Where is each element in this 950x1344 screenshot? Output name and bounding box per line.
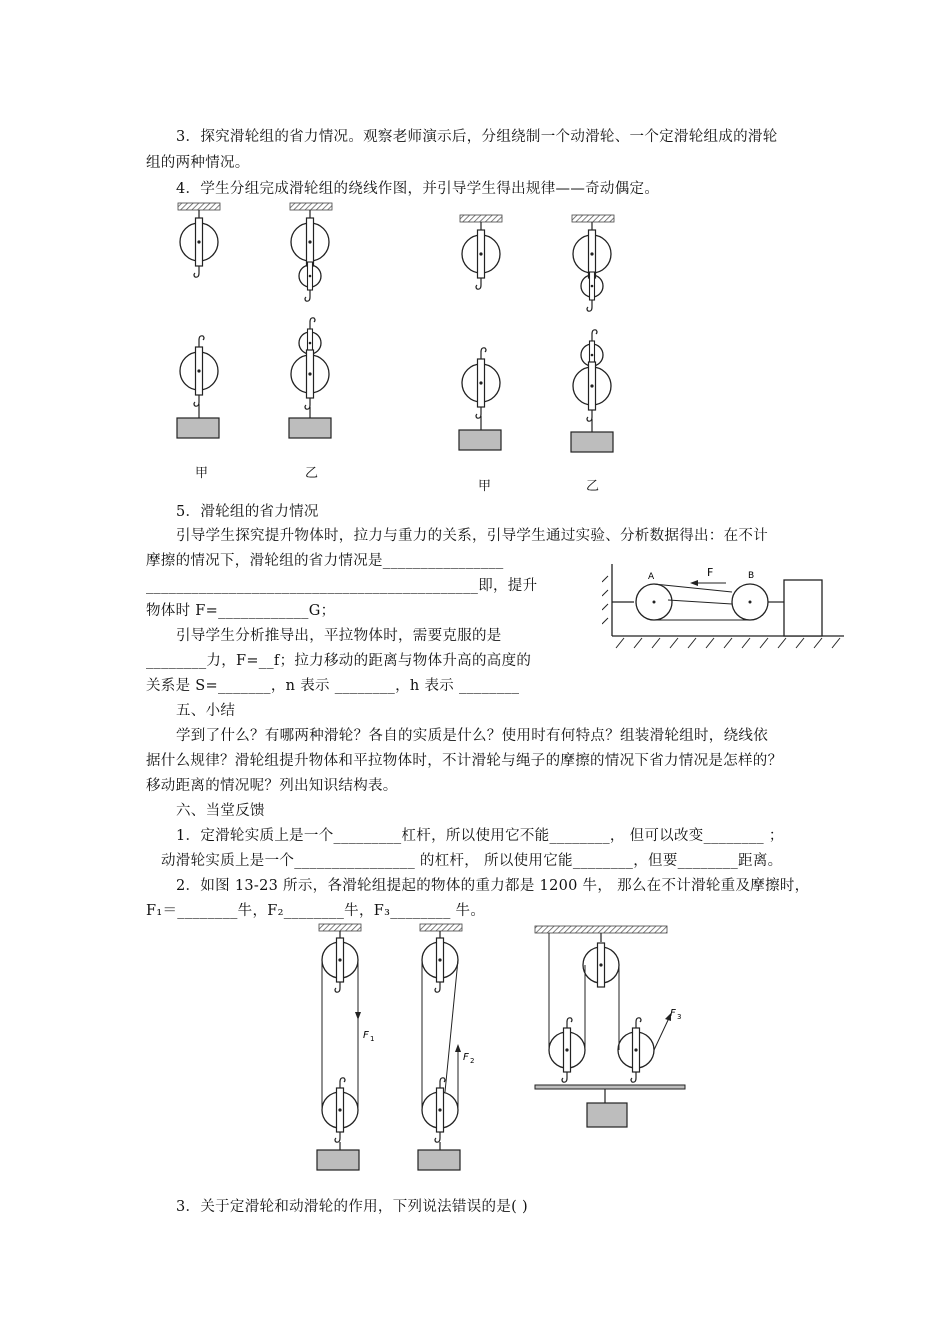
figure-13-23 — [305, 920, 705, 1180]
fixed-pulley-jia-2 — [460, 215, 502, 289]
fixed-pulley-yi-2 — [572, 215, 614, 311]
para-3-line1: 3．探究滑轮组的省力情况。观察老师演示后，分组绕制一个动滑轮、一个定滑轮组成的滑轮 — [176, 129, 778, 145]
label-f2-sub: 2 — [470, 1057, 475, 1065]
para-3-line2: 组的两种情况。 — [146, 155, 250, 171]
movable-pulley-yi-2 — [571, 330, 613, 452]
caption-jia-2: 甲 — [478, 479, 492, 494]
caption-yi-2: 乙 — [586, 479, 600, 494]
para-5-line1: 引导学生探究提升物体时，拉力与重力的关系，引导学生通过实验、分析数据得出：在不计 — [176, 528, 768, 544]
pulley-system-f1 — [317, 924, 361, 1170]
question-3: 3．关于定滑轮和动滑轮的作用，下列说法错误的是( ) — [176, 1199, 528, 1215]
para-5-line6: ________力，F=__f；拉力移动的距离与物体升高的高度的 — [146, 653, 532, 669]
question-1-line1: 1．定滑轮实质上是一个_________杠杆，所以使用它不能________， 但可以改变________ ； — [176, 828, 784, 844]
question-2-line1: 2．如图 13-23 所示，各滑轮组提起的物体的重力都是 1200 牛， 那么在不计滑轮重及摩擦时， — [176, 878, 810, 894]
label-f1-sub: 1 — [370, 1035, 375, 1043]
movable-pulley-jia-2 — [459, 348, 501, 450]
horizontal-pull-figure — [602, 562, 850, 662]
summary-line1: 学到了什么？有哪两种滑轮？各自的实质是什么？使用时有何特点？组装滑轮组时，绕线依 — [176, 728, 768, 744]
para-5-line2: 摩擦的情况下，滑轮组的省力情况是________________ — [146, 553, 504, 569]
pulley-system-f2 — [418, 924, 462, 1170]
para-4: 4．学生分组完成滑轮组的绕线作图，并引导学生得出规律——奇动偶定。 — [176, 181, 660, 197]
question-1-line2: 动滑轮实质上是一个________________ 的杠杆， 所以使用它能________，但要________距离。 — [161, 853, 783, 869]
label-f: F — [707, 566, 714, 579]
movable-pulley-jia-1 — [177, 336, 219, 438]
label-f3: F — [670, 1008, 676, 1019]
label-f1: F — [363, 1030, 369, 1041]
para-5-line4: 物体时 F=____________G； — [146, 603, 336, 619]
summary-heading: 五、小结 — [176, 703, 236, 719]
label-b: B — [748, 571, 755, 581]
label-f2: F — [463, 1052, 469, 1063]
summary-line2: 据什么规律？滑轮组提升物体和平拉物体时，不计滑轮与绳子的摩擦的情况下省力情况是怎样的？ — [146, 753, 783, 769]
caption-yi-1: 乙 — [305, 466, 319, 481]
label-f3-sub: 3 — [677, 1013, 682, 1021]
pulley-system-f3 — [535, 926, 685, 1127]
feedback-heading: 六、当堂反馈 — [176, 803, 265, 819]
label-a: A — [648, 572, 655, 582]
movable-pulley-yi-1 — [289, 318, 331, 438]
question-2-line2: F₁＝________牛，F₂________牛，F₃________ 牛。 — [146, 903, 486, 919]
para-5-line5: 引导学生分析推导出，平拉物体时，需要克服的是 — [176, 628, 502, 644]
pulley-set-figure — [160, 196, 680, 496]
para-5-heading: 5．滑轮组的省力情况 — [176, 504, 319, 520]
summary-line3: 移动距离的情况呢？列出知识结构表。 — [146, 778, 398, 794]
para-5-line7: 关系是 S=_______，n 表示 ________，h 表示 ________ — [146, 678, 520, 694]
para-5-line3: ____________________________________________即，提升 — [146, 578, 538, 594]
fixed-pulley-jia-1 — [178, 203, 220, 277]
caption-jia-1: 甲 — [195, 466, 209, 481]
fixed-pulley-yi-1 — [290, 203, 332, 301]
